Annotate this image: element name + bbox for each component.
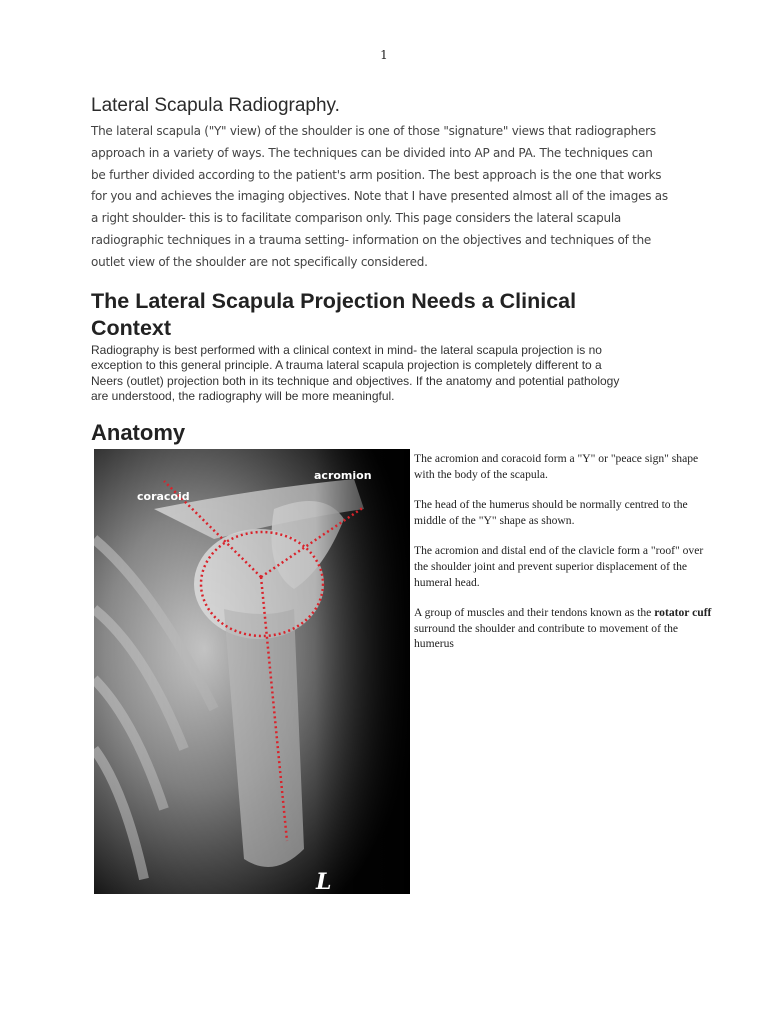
xray-image [94,449,410,894]
anatomy-notes [414,451,714,667]
xray-shading [94,449,410,894]
context-paragraph [91,343,681,405]
note-rotator-cuff [414,605,714,652]
acromion-label: acromion [314,469,372,482]
intro-line: radiographic techniques in a trauma setting- information on the objectives and techniques of the [91,232,652,247]
intro-line: approach in a variety of ways. The techniques can be divided into AP and PA. The techniques can [91,145,653,160]
intro-paragraph [91,121,691,274]
intro-line: outlet view of the shoulder are not specifically considered. [91,254,428,269]
note-y-shape: The acromion and coracoid form a "Y" or "peace sign" shape with the body of the scapula. [414,452,699,481]
intro-line: for you and achieves the imaging objectives. Note that I have presented almost all of the images as [91,189,668,204]
intro-line: be further divided according to the patient's arm position. The best approach is the one that works [91,167,662,182]
intro-line: a right shoulder- this is to facilitate comparison only. This page considers the lateral scapula [91,211,622,226]
rotator-cuff-term: rotator cuff [654,606,712,620]
coracoid-label: coracoid [137,490,190,503]
context-line: are understood, the radiography will be more meaningful. [91,389,395,404]
side-marker-l: L [316,869,332,894]
context-line: Radiography is best performed with a clinical context in mind- the lateral scapula projection is no [91,343,602,357]
note-text: surround the shoulder and contribute to movement of the humerus [414,621,679,651]
section-heading: The Lateral Scapula Projection Needs a Clinical Context [91,289,577,340]
note-humeral-head: The head of the humerus should be normally centred to the middle of the "Y" shape as shown. [414,498,688,527]
context-line: Neers (outlet) projection both in its technique and objectives. If the anatomy and potential pathology [91,373,620,388]
intro-line: The lateral scapula ("Y" view) of the shoulder is one of those "signature" views that radiographers [91,124,656,138]
note-roof: The acromion and distal end of the clavicle form a "roof" over the shoulder joint and prevent superior displacement of the humeral head. [414,544,704,589]
page-number: 1 [380,48,388,62]
page-title: Lateral Scapula Radiography. [91,95,340,116]
context-line: exception to this general principle. A trauma lateral scapula projection is completely different to a [91,358,602,373]
anatomy-heading: Anatomy [91,420,186,445]
note-text: A group of muscles and their tendons known as the [414,606,655,620]
